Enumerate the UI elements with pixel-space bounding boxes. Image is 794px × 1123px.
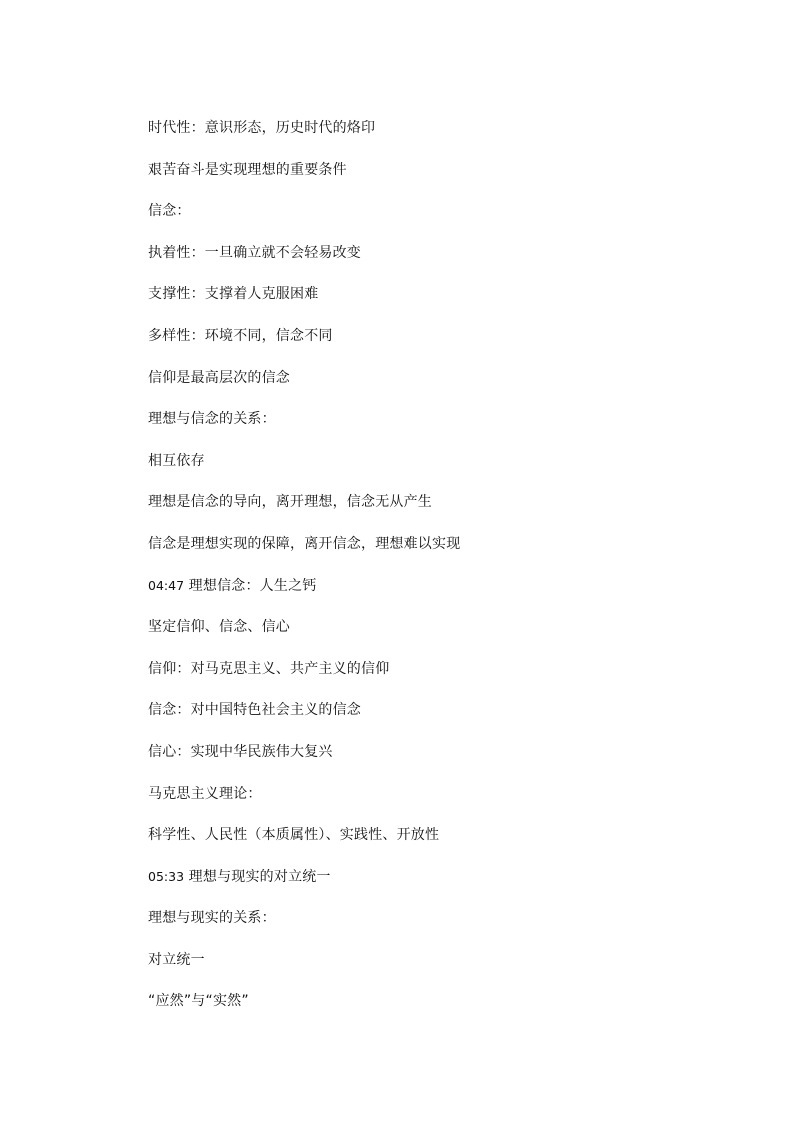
note-line: 理想与现实的关系： — [148, 910, 276, 927]
note-line: 支撑性：支撑着人克服困难 — [148, 286, 319, 303]
note-line: 理想是信念的导向，离开理想，信念无从产生 — [148, 494, 432, 511]
note-text: 理想与现实的对立统一 — [184, 868, 331, 885]
note-line: 科学性、人民性（本质属性）、实践性、开放性 — [148, 827, 440, 844]
note-text: 理想信念：人生之钙 — [184, 577, 317, 594]
note-line: 坚定信仰、信念、信心 — [148, 619, 290, 636]
note-line: 多样性：环境不同，信念不同 — [148, 327, 333, 344]
note-line: 执着性：一旦确立就不会轻易改变 — [148, 244, 361, 261]
note-line: 对立统一 — [148, 951, 205, 968]
note-line: 艰苦奋斗是实现理想的重要条件 — [148, 161, 347, 178]
note-line: 信仰：对马克思主义、共产主义的信仰 — [148, 660, 390, 677]
timestamp: 04:47 — [148, 577, 185, 593]
note-line: 信心：实现中华民族伟大复兴 — [148, 743, 333, 760]
note-line: 信念： — [148, 203, 191, 220]
note-line: 相互依存 — [148, 452, 205, 469]
note-lines — [148, 116, 748, 1031]
note-line-timestamped — [148, 574, 748, 616]
note-line: 马克思主义理论： — [148, 785, 262, 802]
note-line: 理想与信念的关系： — [148, 411, 276, 428]
note-line: 信念：对中国特色社会主义的信念 — [148, 702, 361, 719]
note-line-timestamped — [148, 865, 748, 907]
note-line: 信仰是最高层次的信念 — [148, 369, 290, 386]
note-line: 信念是理想实现的保障，离开信念，理想难以实现 — [148, 535, 461, 552]
note-line: 时代性：意识形态，历史时代的烙印 — [148, 120, 376, 136]
note-line: “应然”与“实然” — [148, 993, 249, 1010]
timestamp: 05:33 — [148, 868, 185, 884]
